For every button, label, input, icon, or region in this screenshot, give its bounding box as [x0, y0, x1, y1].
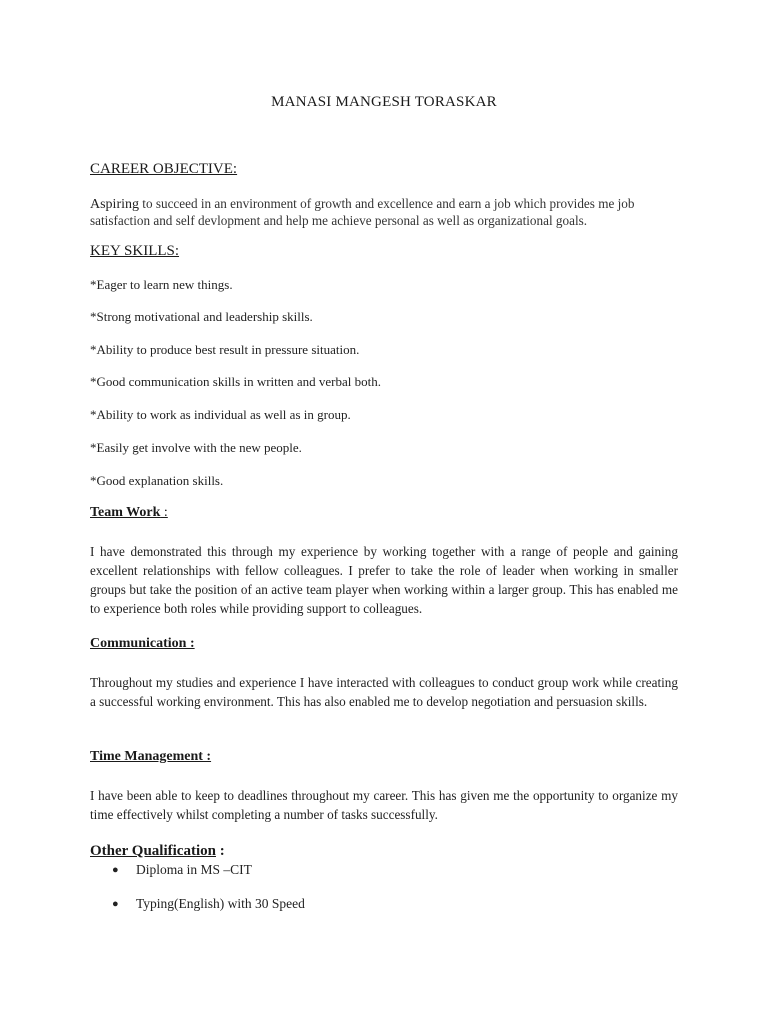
qualification-item-text: Diploma in MS –CIT — [136, 862, 252, 877]
qualification-item — [112, 862, 252, 878]
skill-item: *Eager to learn new things. — [90, 277, 233, 292]
key-skills-heading: KEY SKILLS: — [90, 243, 180, 259]
communication-text: Throughout my studies and experience I have interacted with colleagues to conduct group work while creating a successful working environment. This has also enabled me to develop negotiation and persuasion skills. — [90, 675, 678, 709]
skill-item: *Ability to work as individual as well as in group. — [90, 407, 351, 422]
qualification-item — [112, 896, 305, 912]
team-work-heading-label: Team Work — [90, 505, 161, 520]
career-objective-text — [90, 196, 678, 229]
skill-item: *Good explanation skills. — [90, 473, 224, 488]
bullet-icon: ● — [112, 898, 119, 910]
team-work-text: I have demonstrated this through my experience by working together with a range of people and gaining excellent relationships with fellow colleagues. I prefer to take the role of leader when working in smaller groups but take the position of an active team player when working within a larger group. This has enabled me to experience both roles while providing support to colleagues. — [90, 544, 678, 616]
communication-heading: Communication : — [90, 636, 195, 651]
qualification-item-text: Typing(English) with 30 Speed — [136, 896, 305, 911]
skill-item: *Strong motivational and leadership skills. — [90, 309, 313, 324]
candidate-name: MANASI MANGESH TORASKAR — [271, 94, 497, 110]
career-objective-body: to succeed in an environment of growth and excellence and earn a job which provides me job satisfaction and self devlopment and help me achieve personal as well as organizational goals. — [90, 196, 635, 228]
skill-item: *Good communication skills in written and verbal both. — [90, 374, 382, 389]
bullet-icon: ● — [112, 864, 119, 876]
team-work-heading — [90, 505, 168, 521]
career-objective-heading: CAREER OBJECTIVE: — [90, 161, 238, 177]
time-management-text: I have been able to keep to deadlines throughout my career. This has given me the opportunity to organize my time effectively whilst completing a number of tasks successfully. — [90, 788, 678, 822]
career-objective-first-word: Aspiring — [90, 197, 139, 212]
skill-item: *Ability to produce best result in pressure situation. — [90, 342, 360, 357]
other-qualification-heading — [90, 843, 225, 860]
skill-item: *Easily get involve with the new people. — [90, 440, 302, 455]
other-qualification-heading-label: Other Qualification — [90, 843, 216, 859]
other-qualification-heading-colon: : — [215, 843, 225, 859]
team-work-heading-colon: : — [160, 505, 168, 520]
time-management-heading: Time Management : — [90, 749, 212, 764]
